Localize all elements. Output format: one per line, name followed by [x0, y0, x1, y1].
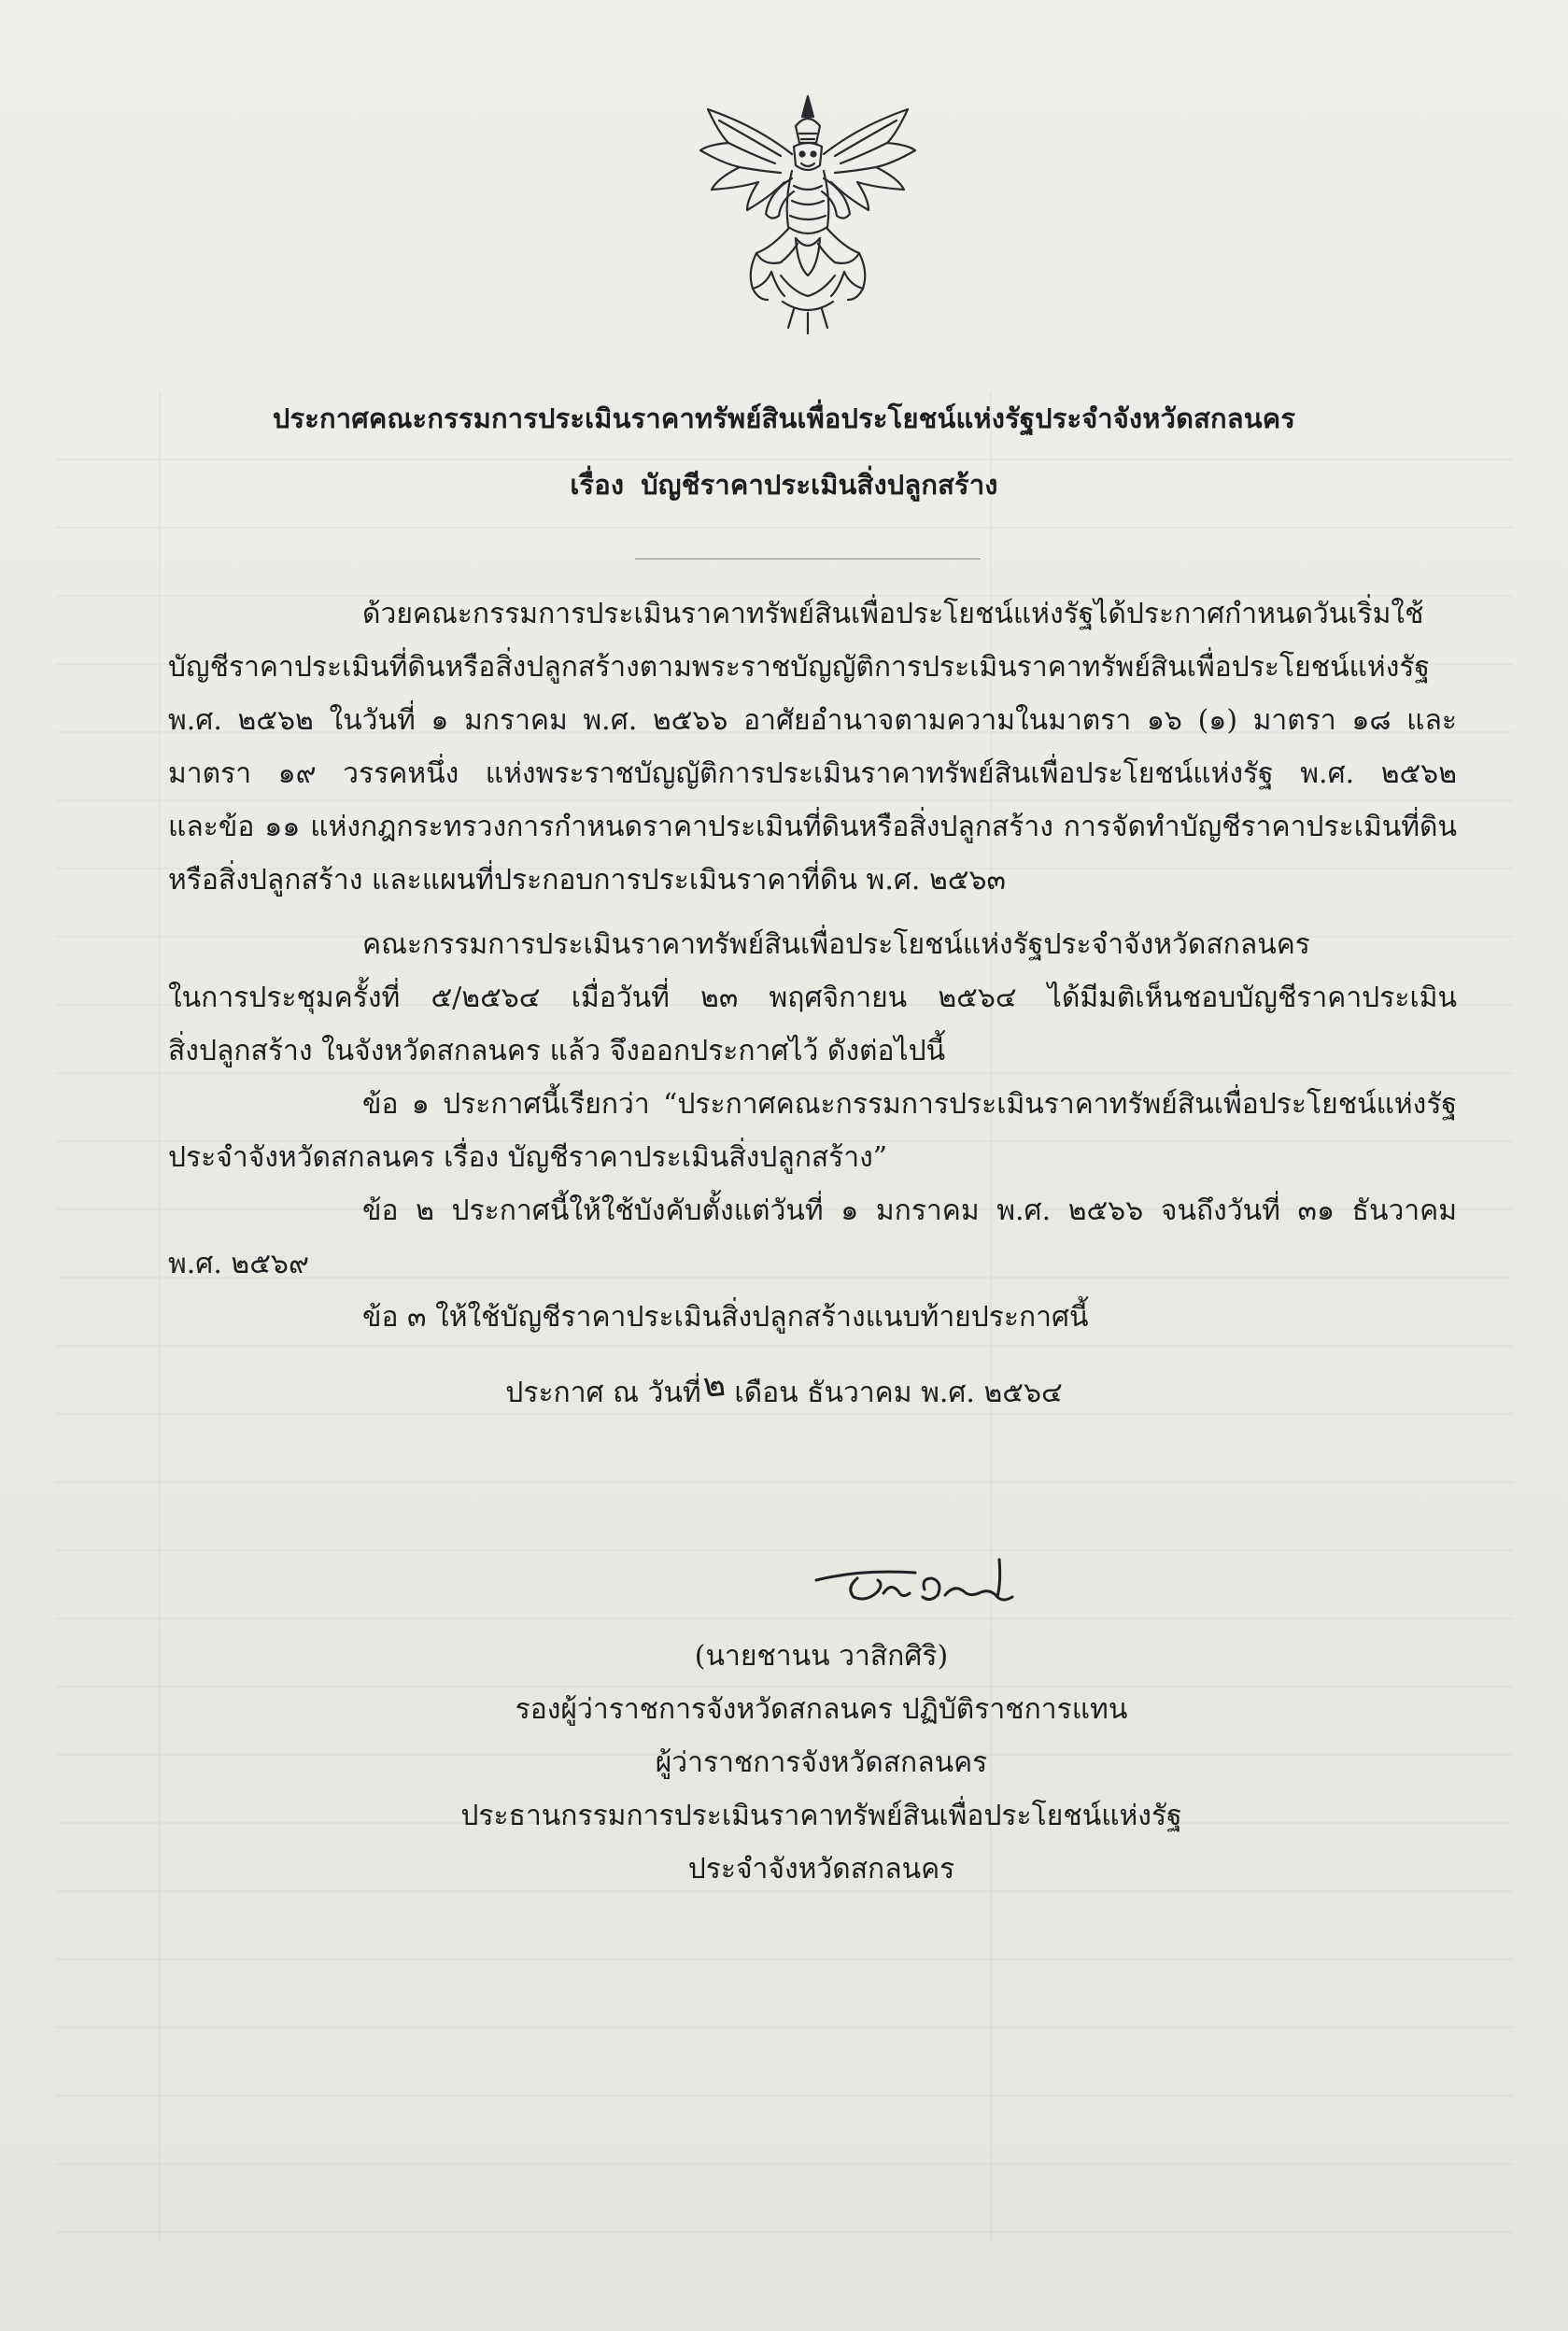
paragraph-1-line: และข้อ ๑๑ แห่งกฎกระทรวงการกำหนดราคาประเมินที่ดินหรือสิ่งปลูกสร้าง การจัดทำบัญชีราคาประเมินที่ดิน [168, 811, 1457, 843]
signatory-position-line: ประจำจังหวัดสกลนคร [687, 1853, 955, 1886]
announcement-subject-line [0, 463, 1568, 506]
garuda-emblem-icon [691, 89, 925, 336]
handwritten-signature-icon [805, 1541, 1057, 1625]
handwritten-day: ๒ [700, 1364, 727, 1406]
clause-1-line: ข้อ ๑ ประกาศนี้เรียกว่า “ประกาศคณะกรรมการประเมินราคาทรัพย์สินเพื่อประโยชน์แห่งรัฐ [362, 1088, 1457, 1121]
clause-1-line: ประจำจังหวัดสกลนคร เรื่อง บัญชีราคาประเมินสิ่งปลูกสร้าง” [168, 1141, 888, 1174]
subject-text: บัญชีราคาประเมินสิ่งปลูกสร้าง [641, 469, 998, 501]
paragraph-2-line: คณะกรรมการประเมินราคาทรัพย์สินเพื่อประโยชน์แห่งรัฐประจำจังหวัดสกลนคร [362, 928, 1310, 961]
paragraph-1-line: บัญชีราคาประเมินที่ดินหรือสิ่งปลูกสร้างตามพระราชบัญญัติการประเมินราคาทรัพย์สินเพื่อประโยชน์แห่งรัฐ [168, 651, 1431, 684]
clause-3-line: ข้อ ๓ ให้ใช้บัญชีราคาประเมินสิ่งปลูกสร้างแนบท้ายประกาศนี้ [362, 1301, 1089, 1334]
paragraph-1-line: หรือสิ่งปลูกสร้าง และแผนที่ประกอบการประเมินราคาที่ดิน พ.ศ. ๒๕๖๓ [168, 864, 1006, 897]
paragraph-1-line: มาตรา ๑๙ วรรคหนึ่ง แห่งพระราชบัญญัติการประเมินราคาทรัพย์สินเพื่อประโยชน์แห่งรัฐ พ.ศ. ๒๕๖๒ [168, 757, 1457, 790]
signatory-position-line: ผู้ว่าราชการจังหวัดสกลนคร [655, 1746, 988, 1779]
clause-2-line: ข้อ ๒ ประกาศนี้ให้ใช้บังคับตั้งแต่วันที่ ๑ มกราคม พ.ศ. ๒๕๖๖ จนถึงวันที่ ๓๑ ธันวาคม [362, 1194, 1457, 1227]
subject-label: เรื่อง [570, 469, 625, 501]
paragraph-1-line: พ.ศ. ๒๕๖๒ ในวันที่ ๑ มกราคม พ.ศ. ๒๕๖๖ อาศัยอำนาจตามความในมาตรา ๑๖ (๑) มาตรา ๑๘ และ [168, 704, 1457, 737]
signatory-name: (นายชานน วาสิกศิริ) [694, 1640, 949, 1673]
paragraph-2-line: สิ่งปลูกสร้าง ในจังหวัดสกลนคร แล้ว จึงออกประกาศไว้ ดังต่อไปนี้ [168, 1035, 946, 1067]
title-divider [635, 558, 981, 559]
announcement-title: ประกาศคณะกรรมการประเมินราคาทรัพย์สินเพื่อประโยชน์แห่งรัฐประจำจังหวัดสกลนคร [272, 403, 1296, 434]
date-prefix: ประกาศ ณ วันที่ [505, 1377, 701, 1409]
date-suffix: เดือน ธันวาคม พ.ศ. ๒๕๖๔ [734, 1377, 1063, 1409]
signatory-position-line: ประธานกรรมการประเมินราคาทรัพย์สินเพื่อประโยชน์แห่งรัฐ [460, 1800, 1182, 1832]
signatory-position-line: รองผู้ว่าราชการจังหวัดสกลนคร ปฏิบัติราชการแทน [515, 1693, 1128, 1726]
paragraph-2-line: ในการประชุมครั้งที่ ๕/๒๕๖๔ เมื่อวันที่ ๒๓ พฤศจิกายน ๒๕๖๔ ได้มีมติเห็นชอบบัญชีราคาประเมิน [168, 982, 1457, 1014]
announcement-date [0, 1364, 1568, 1414]
paragraph-1-line: ด้วยคณะกรรมการประเมินราคาทรัพย์สินเพื่อประโยชน์แห่งรัฐได้ประกาศกำหนดวันเริ่มใช้ [362, 598, 1424, 630]
clause-2-line: พ.ศ. ๒๕๖๙ [168, 1248, 309, 1280]
